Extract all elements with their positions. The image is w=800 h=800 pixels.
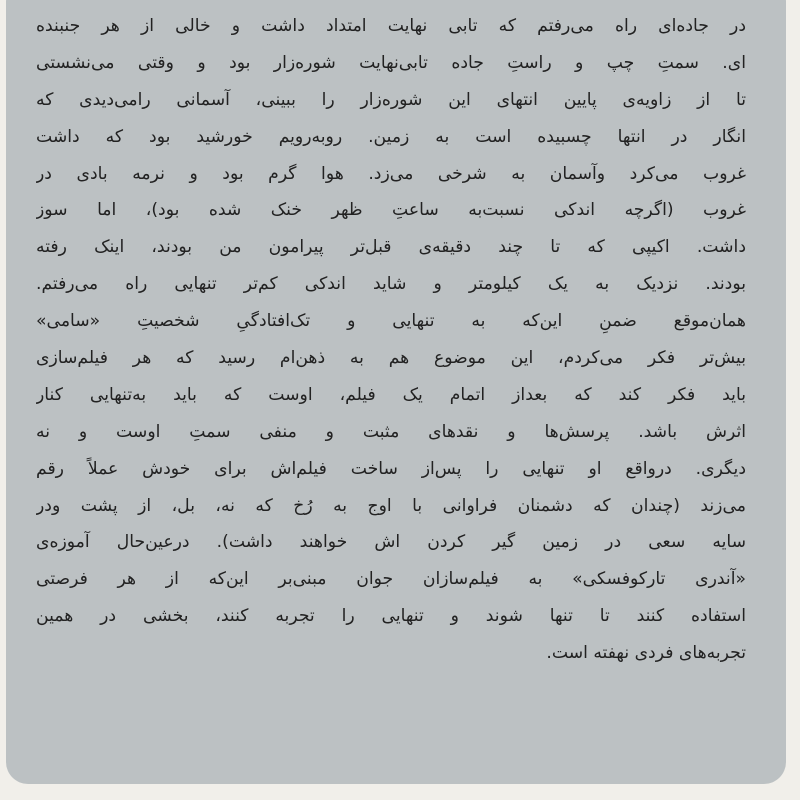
text-panel xyxy=(6,0,786,784)
text-line: بیش‌تر فکر می‌کردم، این موضوع هم به ذهن‌ام رسید که هر فیلم‌سازی xyxy=(36,348,746,369)
text-line: تا از زاویه‌ی پایین انتهای این شوره‌زار را ببینی، آسمانی رامی‌دیدی که xyxy=(36,89,746,110)
text-line-last: تجربه‌های فردی نهفته است. xyxy=(546,643,746,664)
body-paragraph xyxy=(36,8,746,672)
text-line: در جاده‌ای راه می‌رفتم که تابی نهایت امتداد داشت و خالی از هر جنبنده xyxy=(36,16,746,36)
text-line: سایه سعی در زمین گیر کردن اش خواهند داشت). درعین‌حال آموزه‌ی xyxy=(36,532,746,553)
text-line: «آندری تارکوفسکی» به فیلم‌سازان جوان مبنی‌بر این‌که از هر فرصتی xyxy=(36,569,746,590)
text-line: همان‌موقع ضمنِ این‌که به تنهایی و تک‌افتادگیِ شخصیتِ «سامی» xyxy=(36,311,746,332)
text-line: ای. سمتِ چپ و راستِ جاده تابی‌نهایت شوره‌زار بود و وقتی می‌نشستی xyxy=(36,52,746,73)
text-line: دیگری. درواقع او تنهایی را پس‌از ساخت فیلم‌اش برای خودش عملاً رقم xyxy=(36,458,746,479)
text-line: می‌زند (چندان که دشمنان فراوانی با اوج به رُخ که نه، بل، از پشت ودر xyxy=(36,495,746,516)
text-line: استفاده کنند تا تنها شوند و تنهایی را تجربه کنند، بخشی در همین xyxy=(36,606,746,627)
text-line: غروب (اگرچه اندکی نسبت‌به ساعتِ ظهر خنک شده بود)، اما سوز xyxy=(36,200,746,221)
text-line: بودند. نزدیک به یک کیلومتر و شاید اندکی کم‌تر تنهایی راه می‌رفتم. xyxy=(36,274,746,295)
text-line: داشت. اکیپی که تا چند دقیقه‌ی قبل‌تر پیرامون من بودند، اینک رفته xyxy=(36,237,746,258)
text-line: اثرش باشد. پرسش‌ها و نقدهای مثبت و منفی سمتِ اوست و نه xyxy=(36,421,746,442)
text-line: باید فکر کند که بعداز اتمام یک فیلم، اوست که باید به‌تنهایی کنار xyxy=(36,384,746,405)
text-line: انگار در انتها چسبیده است به زمین. روبه‌رویم خورشید بود که داشت xyxy=(36,126,746,147)
page-bottom-margin xyxy=(0,784,800,800)
text-line: غروب می‌کرد وآسمان به شرخی می‌زد. هوا گرم بود و نرمه بادی در xyxy=(36,163,746,184)
